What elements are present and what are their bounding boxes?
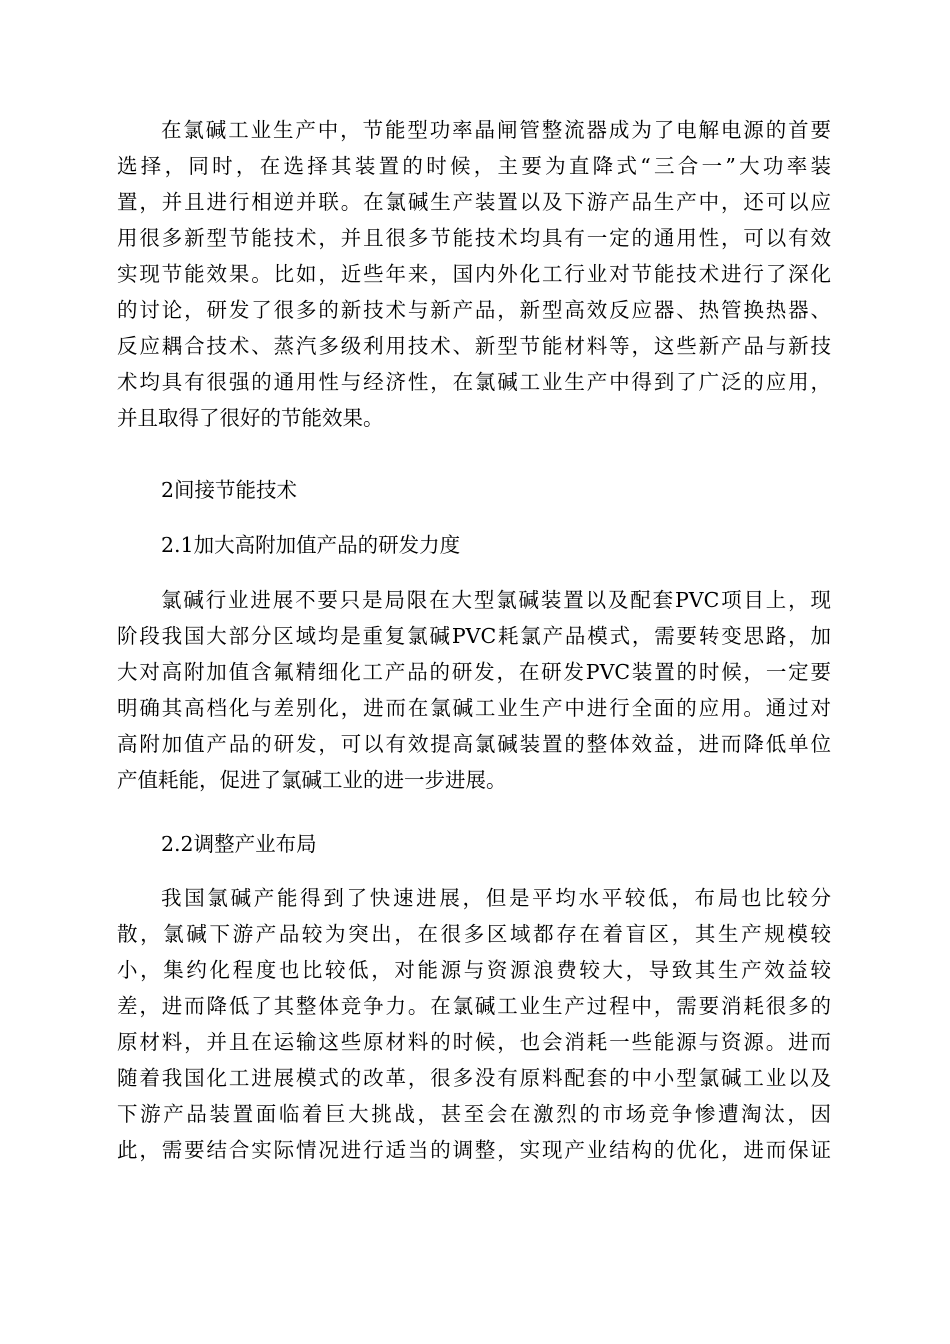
paragraph-line: 实现节能效果。比如，近些年来，国内外化工行业对节能技术进行了深化: [117, 262, 831, 286]
paragraph-line: 散，氯碱下游产品较为突出，在很多区域都存在着盲区，其生产规模较: [117, 922, 831, 946]
paragraph-line: 并且取得了很好的节能效果。: [117, 406, 384, 430]
paragraph-line: 在氯碱工业生产中，节能型功率晶闸管整流器成为了电解电源的首要: [161, 118, 831, 142]
paragraph-line: 反应耦合技术、蒸汽多级利用技术、新型节能材料等，这些新产品与新技: [117, 334, 831, 358]
paragraph-line: 明确其高档化与差别化，进而在氯碱工业生产中进行全面的应用。通过对: [117, 696, 831, 720]
paragraph-chlor-alkali-energy-saving: [117, 112, 831, 436]
paragraph-industry-layout: [117, 880, 831, 1168]
paragraph-line: 的讨论，研发了很多的新技术与新产品，新型高效反应器、热管换热器、: [117, 298, 831, 322]
paragraph-line: 氯碱行业进展不要只是局限在大型氯碱装置以及配套PVC项目上，现: [161, 588, 831, 612]
paragraph-line: 小，集约化程度也比较低，对能源与资源浪费较大，导致其生产效益较: [117, 958, 831, 982]
paragraph-line: 用很多新型节能技术，并且很多节能技术均具有一定的通用性，可以有效: [117, 226, 831, 250]
paragraph-line: 术均具有很强的通用性与经济性，在氯碱工业生产中得到了广泛的应用，: [117, 370, 831, 394]
subsection-heading-industry-layout: 2.2调整产业布局: [161, 832, 317, 856]
paragraph-line: 高附加值产品的研发，可以有效提高氯碱装置的整体效益，进而降低单位: [117, 732, 831, 756]
paragraph-high-value-products: [117, 582, 831, 798]
paragraph-line: 此，需要结合实际情况进行适当的调整，实现产业结构的优化，进而保证: [117, 1138, 831, 1162]
paragraph-line: 下游产品装置面临着巨大挑战，甚至会在激烈的市场竞争惨遭淘汰，因: [117, 1102, 831, 1126]
paragraph-line: 原材料，并且在运输这些原材料的时候，也会消耗一些能源与资源。进而: [117, 1030, 831, 1054]
paragraph-line: 产值耗能，促进了氯碱工业的进一步进展。: [117, 768, 507, 792]
paragraph-line: 差，进而降低了其整体竞争力。在氯碱工业生产过程中，需要消耗很多的: [117, 994, 831, 1018]
paragraph-line: 大对高附加值含氟精细化工产品的研发，在研发PVC装置的时候，一定要: [117, 660, 831, 684]
section-heading-indirect-energy-saving: 2间接节能技术: [161, 478, 298, 502]
paragraph-line: 置，并且进行相逆并联。在氯碱生产装置以及下游产品生产中，还可以应: [117, 190, 831, 214]
paragraph-line: 我国氯碱产能得到了快速进展，但是平均水平较低，布局也比较分: [161, 886, 831, 910]
paragraph-line: 随着我国化工进展模式的改革，很多没有原料配套的中小型氯碱工业以及: [117, 1066, 831, 1090]
subsection-heading-high-value-products: 2.1加大高附加值产品的研发力度: [161, 533, 461, 557]
paragraph-line: 阶段我国大部分区域均是重复氯碱PVC耗氯产品模式，需要转变思路，加: [117, 624, 831, 648]
paragraph-line: 选择，同时，在选择其装置的时候，主要为直降式“三合一”大功率装: [117, 154, 831, 178]
